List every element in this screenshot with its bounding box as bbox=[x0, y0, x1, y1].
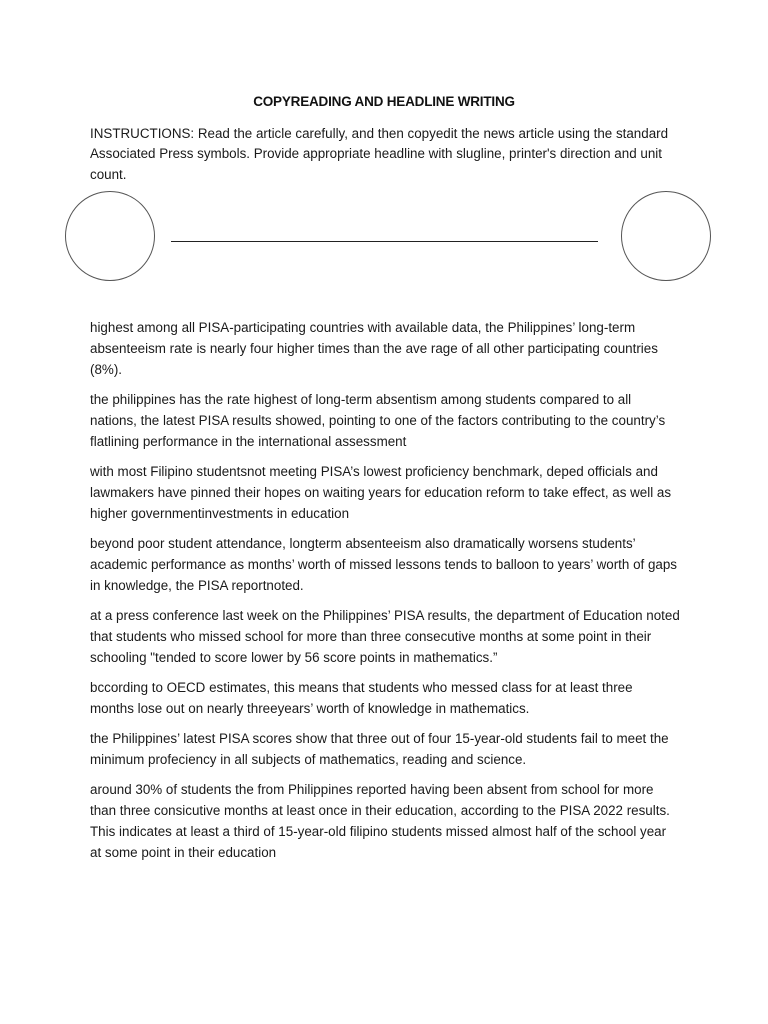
instructions-text: INSTRUCTIONS: Read the article carefully, and then copyedit the news article using the standard Associated Press symbols. Provide appropriate headline with slugline, printer's direction and unit count. bbox=[90, 126, 669, 182]
article-paragraph: with most Filipino studentsnot meeting PISA’s lowest proficiency benchmark, deped officials and lawmakers have pinned their hopes on waiting years for education reform to take effect, as well as higher governmentinvestments in education bbox=[90, 463, 672, 521]
document-title: COPYREADING AND HEADLINE WRITING bbox=[253, 94, 515, 109]
article-paragraph: around 30% of students the from Philippines reported having been absent from school for more than three consicutive months at least once in their education, according to the PISA 2022 results. This indicates at least a third of 15-year-old filipino students missed almost half of the school year at some point in their education bbox=[90, 782, 670, 860]
article-paragraph: the philippines has the rate highest of long-term absentism among students compared to all nations, the latest PISA results showed, pointing to one of the factors contributing to the country’s flatlining performance in the international assessment bbox=[90, 391, 666, 449]
article-paragraph: beyond poor student attendance, longterm absenteeism also dramatically worsens students’ academic performance as months’ worth of missed lessons tends to balloon to years’ worth of gaps in knowledge, the PISA reportnoted. bbox=[90, 535, 677, 593]
headline-answer-line bbox=[171, 241, 598, 242]
article-paragraph: bccording to OECD estimates, this means that students who messed class for at least three months lose out on nearly threeyears’ worth of knowledge in mathematics. bbox=[90, 679, 633, 716]
article-paragraph: the Philippines’ latest PISA scores show that three out of four 15-year-old students fail to meet the minimum profeciency in all subjects of mathematics, reading and science. bbox=[90, 731, 669, 767]
article-paragraph: at a press conference last week on the Philippines’ PISA results, the department of Education noted that students who missed school for more than three consecutive months at some point in their schooling "tended to score lower by 56 score points in mathematics.” bbox=[90, 607, 680, 665]
article-paragraph: highest among all PISA-participating countries with available data, the Philippines’ long-term absenteeism rate is nearly four higher times than the ave rage of all other participating countries (8%). bbox=[90, 320, 658, 377]
right-circle bbox=[621, 191, 711, 281]
left-circle bbox=[65, 191, 155, 281]
article-body bbox=[90, 318, 680, 873]
